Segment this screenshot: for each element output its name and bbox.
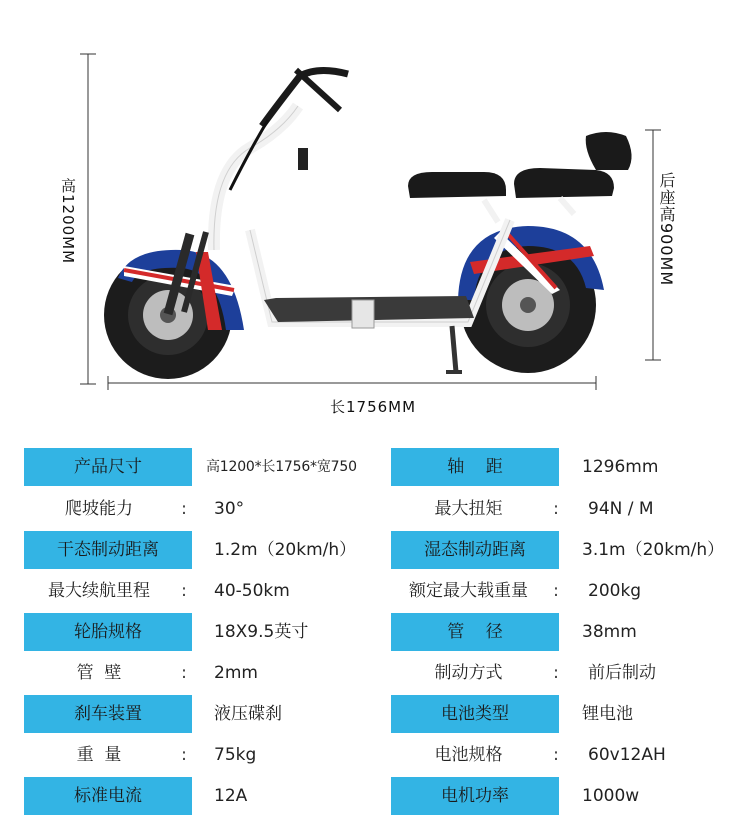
spec-colon: :	[181, 581, 187, 601]
spec-value: 1296mm	[582, 457, 659, 477]
spec-label: 干态制动距离	[24, 531, 192, 569]
spec-colon: :	[181, 499, 187, 519]
spec-value: 30°	[214, 499, 245, 519]
spec-value: 60v12AH	[588, 745, 666, 765]
height-dimension-label: 高1200MM	[59, 178, 77, 265]
spec-label: 轴 距	[391, 448, 559, 486]
seat-height-dimension-label: 后座高900MM	[657, 172, 676, 287]
spec-colon: :	[181, 745, 187, 765]
spec-label: 最大续航里程	[48, 581, 150, 601]
handlebar	[230, 70, 348, 190]
spec-label: 电池类型	[391, 695, 559, 733]
spec-label: 管 径	[391, 613, 559, 651]
spec-row	[0, 613, 747, 651]
spec-label: 额定最大载重量	[409, 581, 528, 601]
spec-label: 湿态制动距离	[391, 531, 559, 569]
spec-label: 轮胎规格	[24, 613, 192, 651]
spec-label: 重 量	[76, 745, 122, 765]
spec-label: 产品尺寸	[24, 448, 192, 486]
spec-value: 前后制动	[588, 663, 656, 683]
spec-value: 锂电池	[582, 704, 633, 724]
spec-colon: :	[553, 745, 559, 765]
spec-value: 高1200*长1756*宽750	[206, 459, 357, 475]
spec-label: 管 壁	[76, 663, 122, 683]
spec-row	[0, 572, 747, 610]
spec-value: 液压碟刹	[214, 704, 282, 724]
spec-label: 电池规格	[434, 745, 503, 765]
spec-row	[0, 448, 747, 486]
spec-value: 1000w	[582, 786, 640, 806]
spec-row	[0, 490, 747, 528]
spec-value: 18X9.5英寸	[214, 622, 309, 642]
spec-row	[0, 531, 747, 569]
spec-value: 40-50km	[214, 581, 290, 601]
spec-value: 200kg	[588, 581, 642, 601]
spec-colon: :	[181, 663, 187, 683]
spec-label: 标准电流	[24, 777, 192, 815]
spec-label: 刹车装置	[24, 695, 192, 733]
spec-value: 94N / M	[588, 499, 654, 519]
seat	[408, 132, 632, 222]
spec-label: 制动方式	[434, 663, 503, 683]
spec-row	[0, 736, 747, 774]
spec-colon: :	[553, 663, 559, 683]
spec-row	[0, 654, 747, 692]
spec-label: 电机功率	[391, 777, 559, 815]
spec-value: 12A	[214, 786, 248, 806]
spec-row	[0, 777, 747, 815]
spec-label: 最大扭矩	[434, 499, 503, 519]
spec-label: 爬坡能力	[65, 499, 133, 519]
spec-value: 75kg	[214, 745, 257, 765]
spec-row	[0, 695, 747, 733]
spec-value: 2mm	[214, 663, 258, 683]
spec-value: 3.1m（20km/h）	[582, 540, 725, 560]
spec-colon: :	[553, 499, 559, 519]
spec-value: 1.2m（20km/h）	[214, 540, 357, 560]
spec-value: 38mm	[582, 622, 637, 642]
spec-colon: :	[553, 581, 559, 601]
length-dimension-label: 长1756MM	[330, 398, 417, 416]
